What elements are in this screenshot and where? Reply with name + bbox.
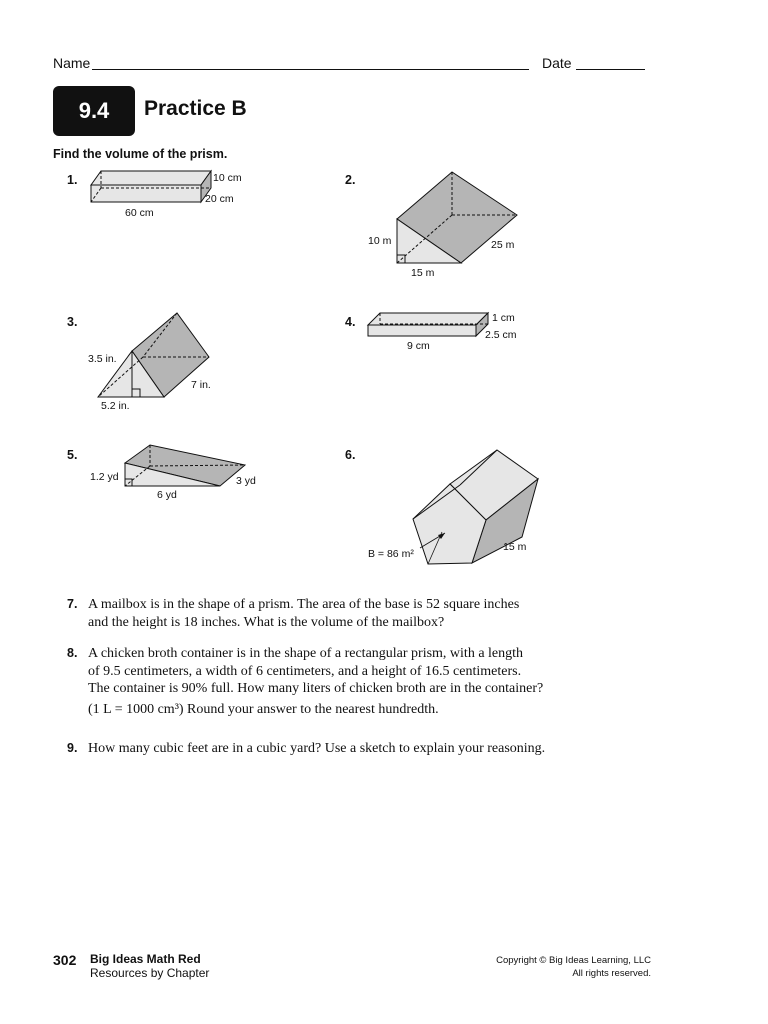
question-8-line-4: (1 L = 1000 cm³) Round your answer to the nearest hundredth.: [88, 701, 439, 717]
fig1-label-height: 10 cm: [213, 172, 242, 184]
date-label: Date: [542, 55, 572, 71]
fig1-label-length: 60 cm: [125, 207, 154, 219]
question-9-line-1: How many cubic feet are in a cubic yard? Use a sketch to explain your reasoning.: [88, 741, 546, 756]
book-title-block: [90, 952, 209, 980]
fig1-label-width: 20 cm: [205, 193, 234, 205]
question-9: [67, 740, 608, 758]
fig3-label-base: 5.2 in.: [101, 400, 130, 412]
question-7-line-1: A mailbox is in the shape of a prism. The area of the base is 52 square inches: [88, 597, 520, 612]
problem-number-6: 6.: [345, 448, 356, 462]
problem-number-1: 1.: [67, 173, 78, 187]
copyright-text: Copyright © Big Ideas Learning, LLC: [496, 955, 651, 966]
fig5-label-height: 1.2 yd: [90, 471, 119, 483]
problem-number-4: 4.: [345, 315, 356, 329]
name-label: Name: [53, 55, 91, 71]
fig4-label-width: 2.5 cm: [485, 329, 517, 341]
rights-text: All rights reserved.: [572, 968, 651, 979]
fig2-label-base: 15 m: [411, 267, 435, 279]
fig2-label-length: 25 m: [491, 239, 515, 251]
question-8: [67, 645, 608, 718]
question-8-line-2: of 9.5 centimeters, a width of 6 centimeters, and a height of 16.5 centimeters.: [88, 663, 522, 679]
figure-3-triangular-prism: [85, 305, 225, 415]
fig3-label-height: 3.5 in.: [88, 353, 117, 365]
question-7-number: 7.: [67, 597, 78, 611]
question-8-line-3: The container is 90% full. How many liters of chicken broth are in the container?: [88, 681, 544, 696]
question-7: [67, 596, 608, 631]
problem-number-3: 3.: [67, 315, 78, 329]
book-subtitle: Resources by Chapter: [90, 966, 210, 980]
figure-5-wedge-prism: [85, 440, 265, 510]
instructions: Find the volume of the prism.: [53, 147, 228, 161]
fig4-label-height: 1 cm: [492, 312, 515, 324]
fig3-label-length: 7 in.: [191, 379, 211, 391]
fig5-label-base: 6 yd: [157, 489, 177, 501]
problem-number-2: 2.: [345, 173, 356, 187]
question-7-line-2: and the height is 18 inches. What is the volume of the mailbox?: [88, 614, 445, 630]
page-title: Practice B: [144, 97, 247, 120]
fig4-label-length: 9 cm: [407, 340, 430, 352]
page-number: 302: [53, 952, 77, 968]
copyright-block: [496, 954, 651, 980]
figure-2-triangular-prism: [360, 165, 530, 285]
fig6-label-base-area: B = 86 m²: [368, 548, 414, 560]
name-line[interactable]: [92, 69, 529, 70]
fig5-label-length: 3 yd: [236, 475, 256, 487]
figure-6-pentagonal-prism: [362, 440, 562, 570]
section-badge: 9.4: [53, 86, 135, 136]
figure-1-rectangular-prism: [85, 165, 255, 225]
book-title: Big Ideas Math Red: [90, 952, 201, 966]
question-8-number: 8.: [67, 646, 78, 660]
question-8-line-1: A chicken broth container is in the shape of a rectangular prism, with a length: [88, 646, 524, 661]
date-line[interactable]: [576, 69, 645, 70]
figure-4-rectangular-prism: [362, 305, 532, 355]
problem-number-5: 5.: [67, 448, 78, 462]
question-9-number: 9.: [67, 741, 78, 755]
fig2-label-height: 10 m: [368, 235, 392, 247]
fig6-label-length: 15 m: [503, 541, 527, 553]
